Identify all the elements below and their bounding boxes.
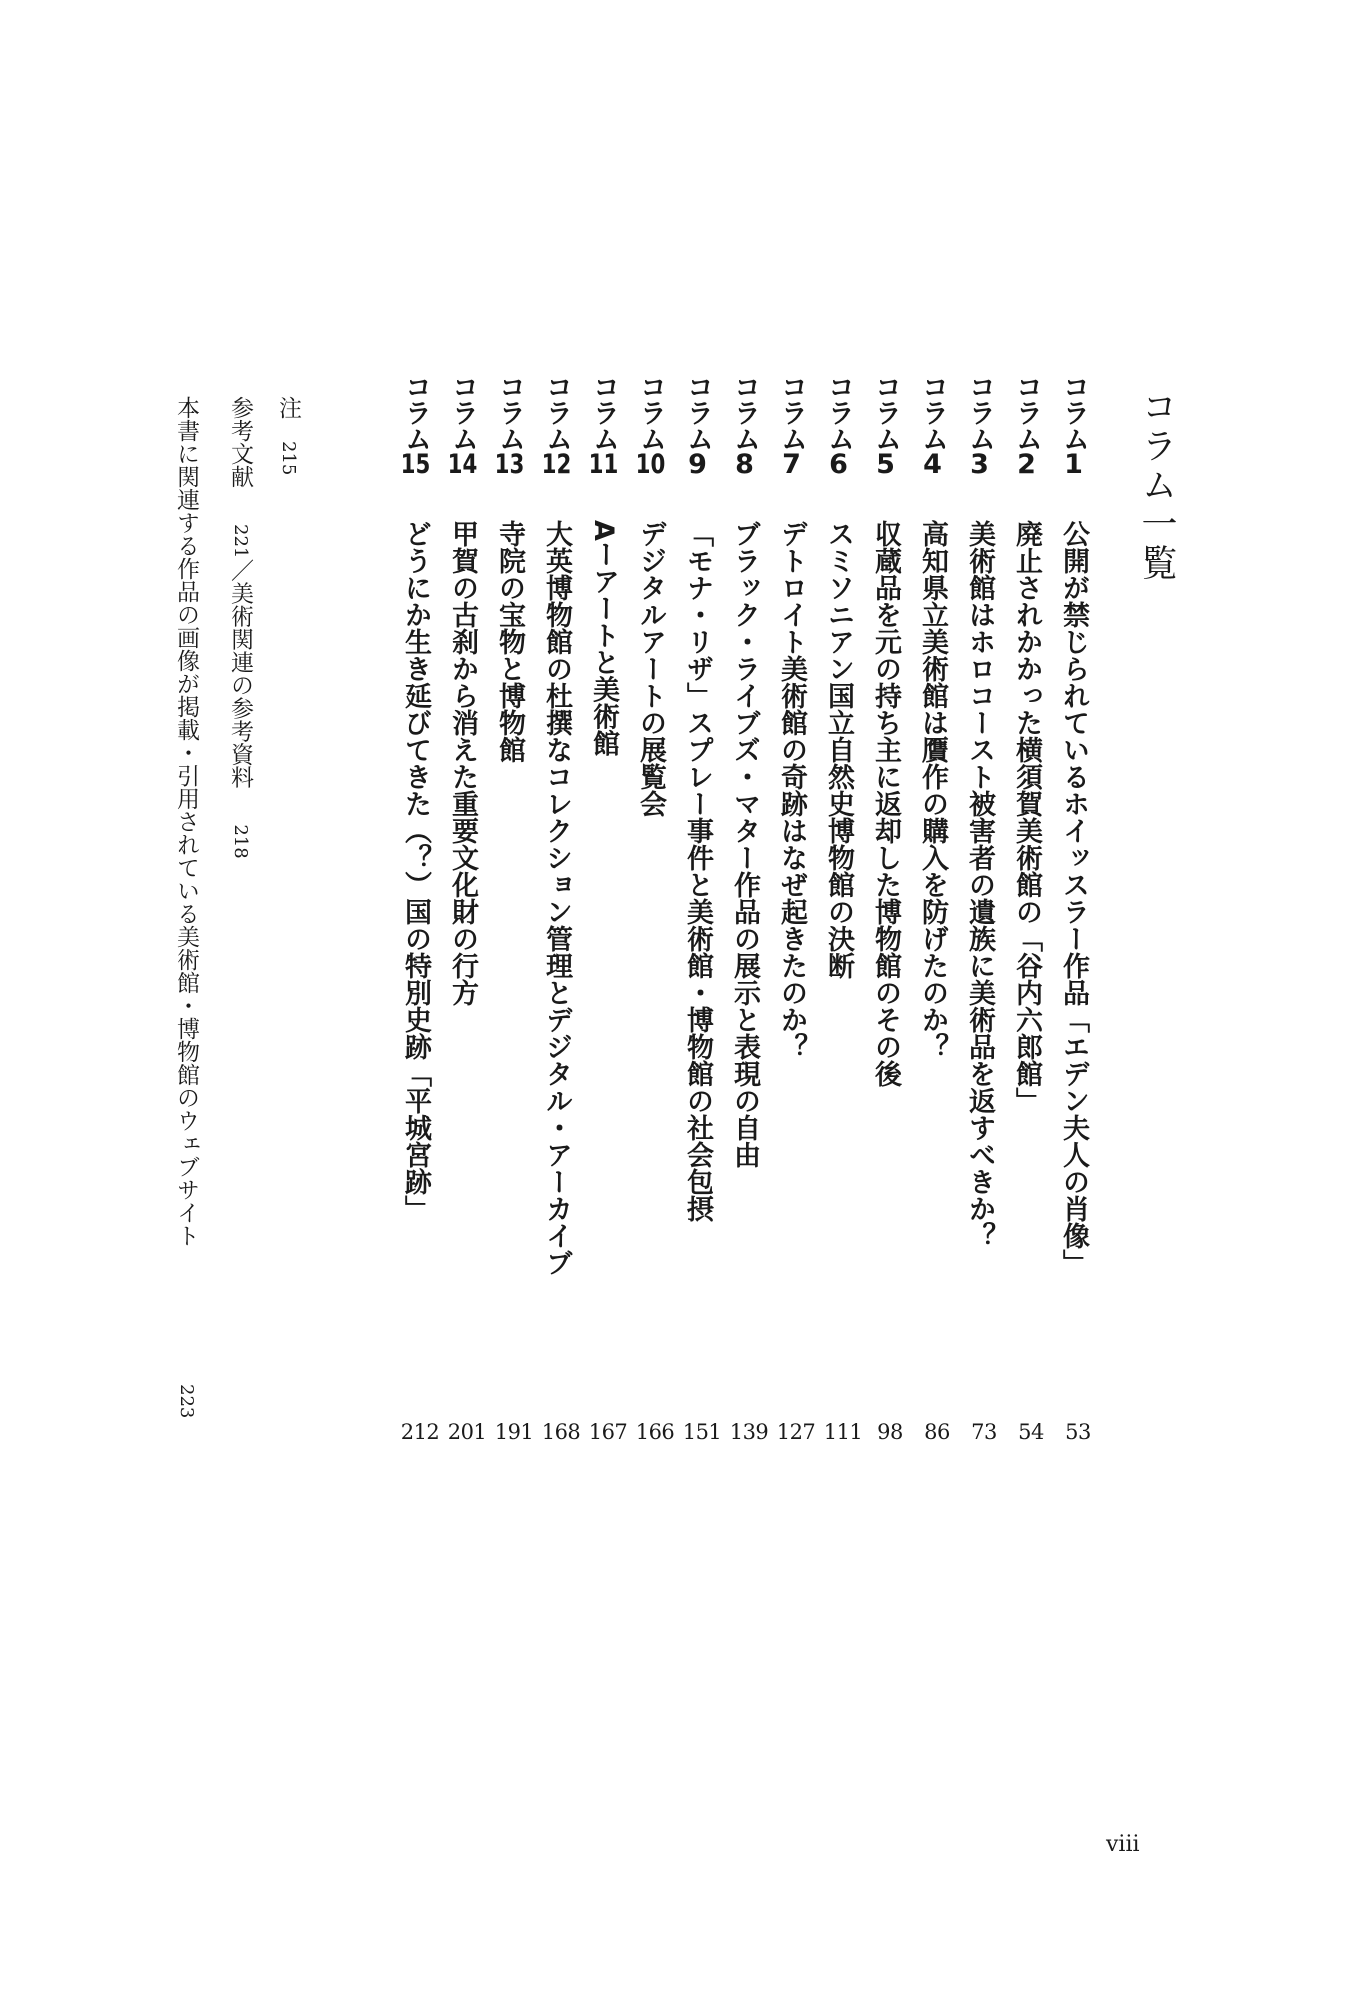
column-entry-label xyxy=(825,373,852,478)
column-label-text: コラム xyxy=(776,373,807,451)
references-label: 参考文献 xyxy=(227,396,253,488)
notes-entry xyxy=(276,396,299,475)
column-entry-title: 甲賀の古刹から消えた重要文化財の行方 xyxy=(447,520,478,1006)
column-entry-page: 212 xyxy=(400,1420,440,1444)
column-entry-label xyxy=(684,373,711,478)
column-entry-title: 廃止されかかった横須賀美術館の「谷内六郎館」 xyxy=(1011,520,1042,1114)
column-entry-page: 86 xyxy=(924,1420,950,1444)
column-entry-title: 大英博物館の杜撰なコレクション管理とデジタル・アーカイブ xyxy=(541,520,572,1276)
column-entry-title: 寺院の宝物と博物館 xyxy=(494,520,525,763)
column-entry-page: 139 xyxy=(729,1420,769,1444)
column-entry-label xyxy=(449,373,476,478)
column-label-text: コラム xyxy=(682,373,713,451)
column-entry-label xyxy=(402,373,429,478)
column-number: 2 xyxy=(1017,451,1036,478)
notes-label: 注 xyxy=(275,396,301,419)
column-label-text: コラム xyxy=(541,373,572,451)
column-entry-title: 美術館はホロコースト被害者の遺族に美術品を返すべきか？ xyxy=(964,520,995,1249)
column-entry-label xyxy=(966,373,993,478)
column-number: 5 xyxy=(876,451,895,478)
column-label-text: コラム xyxy=(729,373,760,451)
column-entry-title: デトロイト美術館の奇跡はなぜ起きたのか？ xyxy=(776,520,807,1060)
column-number: 14 xyxy=(447,451,478,478)
references-separator: ／ xyxy=(227,558,253,582)
column-label-text: コラム xyxy=(400,373,431,451)
column-entry-label xyxy=(496,373,523,478)
column-number: 7 xyxy=(782,451,801,478)
column-entry-page: 168 xyxy=(541,1420,581,1444)
column-entry-page: 151 xyxy=(682,1420,722,1444)
art-references-label: 美術関連の参考資料 xyxy=(227,581,253,789)
column-entry-title: ブラック・ライブズ・マター作品の展示と表現の自由 xyxy=(729,520,760,1168)
column-label-text: コラム xyxy=(588,373,619,451)
column-number: 12 xyxy=(541,451,572,478)
column-entry-page: 201 xyxy=(447,1420,487,1444)
column-number: 9 xyxy=(688,451,707,478)
column-entry-page: 166 xyxy=(635,1420,675,1444)
column-entry-title: Aーアートと美術館 xyxy=(588,520,619,757)
page-folio: viii xyxy=(1106,1832,1140,1857)
column-entry-title: スミソニアン国立自然史博物館の決断 xyxy=(823,520,854,979)
column-label-text: コラム xyxy=(917,373,948,451)
column-entry-label xyxy=(919,373,946,478)
column-entry-page: 167 xyxy=(588,1420,628,1444)
column-number: 15 xyxy=(400,451,431,478)
references-entry xyxy=(228,396,251,859)
column-label-text: コラム xyxy=(1058,373,1089,451)
column-number: 13 xyxy=(494,451,525,478)
art-references-page: 218 xyxy=(230,824,251,859)
column-entry-label xyxy=(543,373,570,478)
page-title: コラム一覧 xyxy=(1136,388,1177,583)
column-entry-title: 「モナ・リザ」スプレー事件と美術館・博物館の社会包摂 xyxy=(682,520,713,1222)
column-entry-page: 73 xyxy=(971,1420,997,1444)
references-page: 221 xyxy=(230,524,251,559)
column-entry-title: どうにか生き延びてきた（？）国の特別史跡「平城宮跡」 xyxy=(400,520,431,1222)
column-number: 11 xyxy=(588,451,619,478)
column-entry-page: 53 xyxy=(1065,1420,1091,1444)
column-entry-label xyxy=(1013,373,1040,478)
column-entry-page: 111 xyxy=(823,1420,863,1444)
column-number: 10 xyxy=(635,451,666,478)
museum-websites-entry: 本書に関連する作品の画像が掲載・引用されている美術館・博物館のウェブサイト xyxy=(173,396,199,1247)
column-label-text: コラム xyxy=(870,373,901,451)
notes-page: 215 xyxy=(278,441,299,476)
museum-websites-page: 223 xyxy=(176,1384,197,1419)
column-label-text: コラム xyxy=(635,373,666,451)
column-entry-page: 191 xyxy=(494,1420,534,1444)
column-label-text: コラム xyxy=(1011,373,1042,451)
column-entry-label xyxy=(731,373,758,478)
column-label-text: コラム xyxy=(447,373,478,451)
column-label-text: コラム xyxy=(964,373,995,451)
column-entry-label xyxy=(872,373,899,478)
column-entry-title: 高知県立美術館は贋作の購入を防げたのか？ xyxy=(917,520,948,1060)
column-entry-label xyxy=(1060,373,1087,478)
column-number: 1 xyxy=(1064,451,1083,478)
column-entry-page: 98 xyxy=(877,1420,903,1444)
column-number: 3 xyxy=(970,451,989,478)
column-entry-label xyxy=(778,373,805,478)
column-number: 4 xyxy=(923,451,942,478)
column-entry-page: 127 xyxy=(776,1420,816,1444)
column-label-text: コラム xyxy=(823,373,854,451)
column-entry-title: 収蔵品を元の持ち主に返却した博物館のその後 xyxy=(870,520,901,1087)
column-entry-label xyxy=(637,373,664,478)
column-entry-title: 公開が禁じられているホイッスラー作品「エデン夫人の肖像」 xyxy=(1058,520,1089,1276)
column-number: 8 xyxy=(735,451,754,478)
column-label-text: コラム xyxy=(494,373,525,451)
column-entry-label xyxy=(590,373,617,478)
column-entry-page: 54 xyxy=(1018,1420,1044,1444)
column-number: 6 xyxy=(829,451,848,478)
column-entry-title: デジタルアートの展覧会 xyxy=(635,520,666,817)
